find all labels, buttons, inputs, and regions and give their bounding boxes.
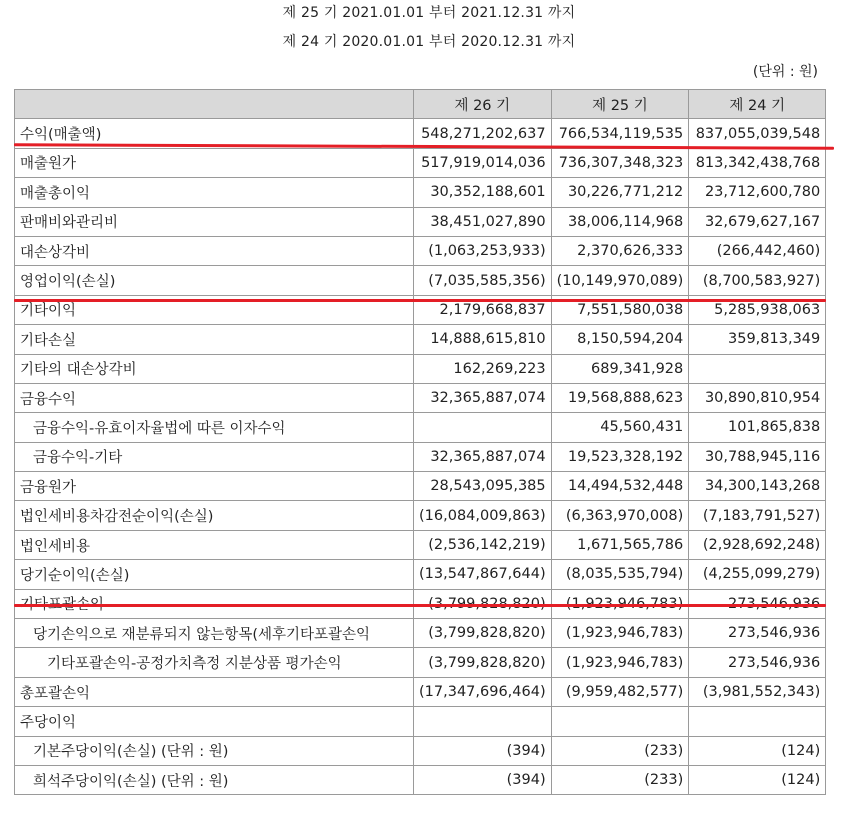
- income-statement-table: [14, 89, 826, 795]
- value-26: 32,365,887,074: [414, 442, 552, 471]
- row-label: 주당이익: [15, 707, 414, 736]
- value-26: 548,271,202,637: [414, 119, 552, 148]
- value-25: 19,568,888,623: [551, 383, 689, 412]
- value-25: 689,341,928: [551, 354, 689, 383]
- header-period-26: 제 26 기: [414, 90, 552, 119]
- value-26: 30,352,188,601: [414, 178, 552, 207]
- value-26: (394): [414, 736, 552, 765]
- value-25: (1,923,946,783): [551, 648, 689, 677]
- header-period-25: 제 25 기: [551, 90, 689, 119]
- row-label: 판매비와관리비: [15, 207, 414, 236]
- row-label: 기타포괄손익-공정가치측정 지분상품 평가손익: [15, 648, 414, 677]
- value-25: (9,959,482,577): [551, 677, 689, 706]
- header-period-24: 제 24 기: [689, 90, 826, 119]
- value-25: [551, 707, 689, 736]
- value-24: 837,055,039,548: [689, 119, 826, 148]
- value-24: 101,865,838: [689, 413, 826, 442]
- value-24: 34,300,143,268: [689, 472, 826, 501]
- value-26: (1,063,253,933): [414, 236, 552, 265]
- value-24: (4,255,099,279): [689, 560, 826, 589]
- value-24: 359,813,349: [689, 325, 826, 354]
- table-row: [15, 648, 826, 677]
- value-24: 30,788,945,116: [689, 442, 826, 471]
- table-row: [15, 472, 826, 501]
- value-25: 14,494,532,448: [551, 472, 689, 501]
- table-row: [15, 207, 826, 236]
- header-label-column: [15, 90, 414, 119]
- value-26: (7,035,585,356): [414, 266, 552, 295]
- value-24: (3,981,552,343): [689, 677, 826, 706]
- value-25: (6,363,970,008): [551, 501, 689, 530]
- value-25: 30,226,771,212: [551, 178, 689, 207]
- value-24: (266,442,460): [689, 236, 826, 265]
- table-row: [15, 677, 826, 706]
- value-24: [689, 354, 826, 383]
- value-25: 38,006,114,968: [551, 207, 689, 236]
- value-24: 23,712,600,780: [689, 178, 826, 207]
- value-24: (2,928,692,248): [689, 530, 826, 559]
- table-row: [15, 530, 826, 559]
- row-label: 매출총이익: [15, 178, 414, 207]
- value-25: (10,149,970,089): [551, 266, 689, 295]
- row-label: 기타이익: [15, 295, 414, 324]
- value-25: 1,671,565,786: [551, 530, 689, 559]
- value-24: [689, 707, 826, 736]
- value-25: 7,551,580,038: [551, 295, 689, 324]
- value-24: (124): [689, 736, 826, 765]
- highlight-underline-operating-income: [14, 299, 826, 302]
- highlight-underline-net-income: [14, 604, 826, 607]
- row-label: 대손상각비: [15, 236, 414, 265]
- value-25: 736,307,348,323: [551, 148, 689, 177]
- row-label: 수익(매출액): [15, 119, 414, 148]
- table-row: [15, 354, 826, 383]
- value-24: 273,546,936: [689, 619, 826, 648]
- value-24: (124): [689, 765, 826, 794]
- value-25: 8,150,594,204: [551, 325, 689, 354]
- row-label: 금융수익-기타: [15, 442, 414, 471]
- row-label: 금융원가: [15, 472, 414, 501]
- period-current: 제 25 기 2021.01.01 부터 2021.12.31 까지: [282, 5, 576, 21]
- value-25: (8,035,535,794): [551, 560, 689, 589]
- value-26: [414, 707, 552, 736]
- value-26: 2,179,668,837: [414, 295, 552, 324]
- value-25: 2,370,626,333: [551, 236, 689, 265]
- value-24: 813,342,438,768: [689, 148, 826, 177]
- row-label: 당기순이익(손실): [15, 560, 414, 589]
- value-26: 517,919,014,036: [414, 148, 552, 177]
- table-row: [15, 148, 826, 177]
- value-26: (394): [414, 765, 552, 794]
- value-26: (13,547,867,644): [414, 560, 552, 589]
- table-row: [15, 266, 826, 295]
- row-label: 법인세비용차감전순이익(손실): [15, 501, 414, 530]
- value-24: 273,546,936: [689, 648, 826, 677]
- value-26: 14,888,615,810: [414, 325, 552, 354]
- value-26: (16,084,009,863): [414, 501, 552, 530]
- value-24: 5,285,938,063: [689, 295, 826, 324]
- table-row: [15, 325, 826, 354]
- value-25: 766,534,119,535: [551, 119, 689, 148]
- value-26: 38,451,027,890: [414, 207, 552, 236]
- value-24: (7,183,791,527): [689, 501, 826, 530]
- value-25: 45,560,431: [551, 413, 689, 442]
- value-26: [414, 413, 552, 442]
- row-label: 영업이익(손실): [15, 266, 414, 295]
- table-row: [15, 765, 826, 794]
- row-label: 매출원가: [15, 148, 414, 177]
- row-label: 법인세비용: [15, 530, 414, 559]
- value-26: (2,536,142,219): [414, 530, 552, 559]
- value-26: (3,799,828,820): [414, 648, 552, 677]
- row-label: 총포괄손익: [15, 677, 414, 706]
- table-row: [15, 383, 826, 412]
- table-row: [15, 560, 826, 589]
- value-25: (233): [551, 736, 689, 765]
- value-24: (8,700,583,927): [689, 266, 826, 295]
- value-26: (3,799,828,820): [414, 619, 552, 648]
- value-26: (17,347,696,464): [414, 677, 552, 706]
- table-row: [15, 413, 826, 442]
- row-label: 금융수익-유효이자율법에 따른 이자수익: [15, 413, 414, 442]
- table-row: [15, 736, 826, 765]
- row-label: 기타의 대손상각비: [15, 354, 414, 383]
- table-row: [15, 236, 826, 265]
- value-25: (233): [551, 765, 689, 794]
- table-row: [15, 178, 826, 207]
- row-label: 당기손익으로 재분류되지 않는항목(세후기타포괄손익: [15, 619, 414, 648]
- value-25: (1,923,946,783): [551, 619, 689, 648]
- row-label: 희석주당이익(손실) (단위 : 원): [15, 765, 414, 794]
- row-label: 금융수익: [15, 383, 414, 412]
- row-label: 기본주당이익(손실) (단위 : 원): [15, 736, 414, 765]
- value-26: 32,365,887,074: [414, 383, 552, 412]
- value-26: 28,543,095,385: [414, 472, 552, 501]
- table-row: [15, 619, 826, 648]
- period-prior: 제 24 기 2020.01.01 부터 2020.12.31 까지: [282, 34, 576, 50]
- table-row: [15, 707, 826, 736]
- row-label: 기타손실: [15, 325, 414, 354]
- value-24: 32,679,627,167: [689, 207, 826, 236]
- value-26: 162,269,223: [414, 354, 552, 383]
- table-row: [15, 501, 826, 530]
- value-25: 19,523,328,192: [551, 442, 689, 471]
- table-row: [15, 442, 826, 471]
- unit-label: (단위 : 원): [752, 64, 818, 80]
- table-header-row: [15, 90, 826, 119]
- value-24: 30,890,810,954: [689, 383, 826, 412]
